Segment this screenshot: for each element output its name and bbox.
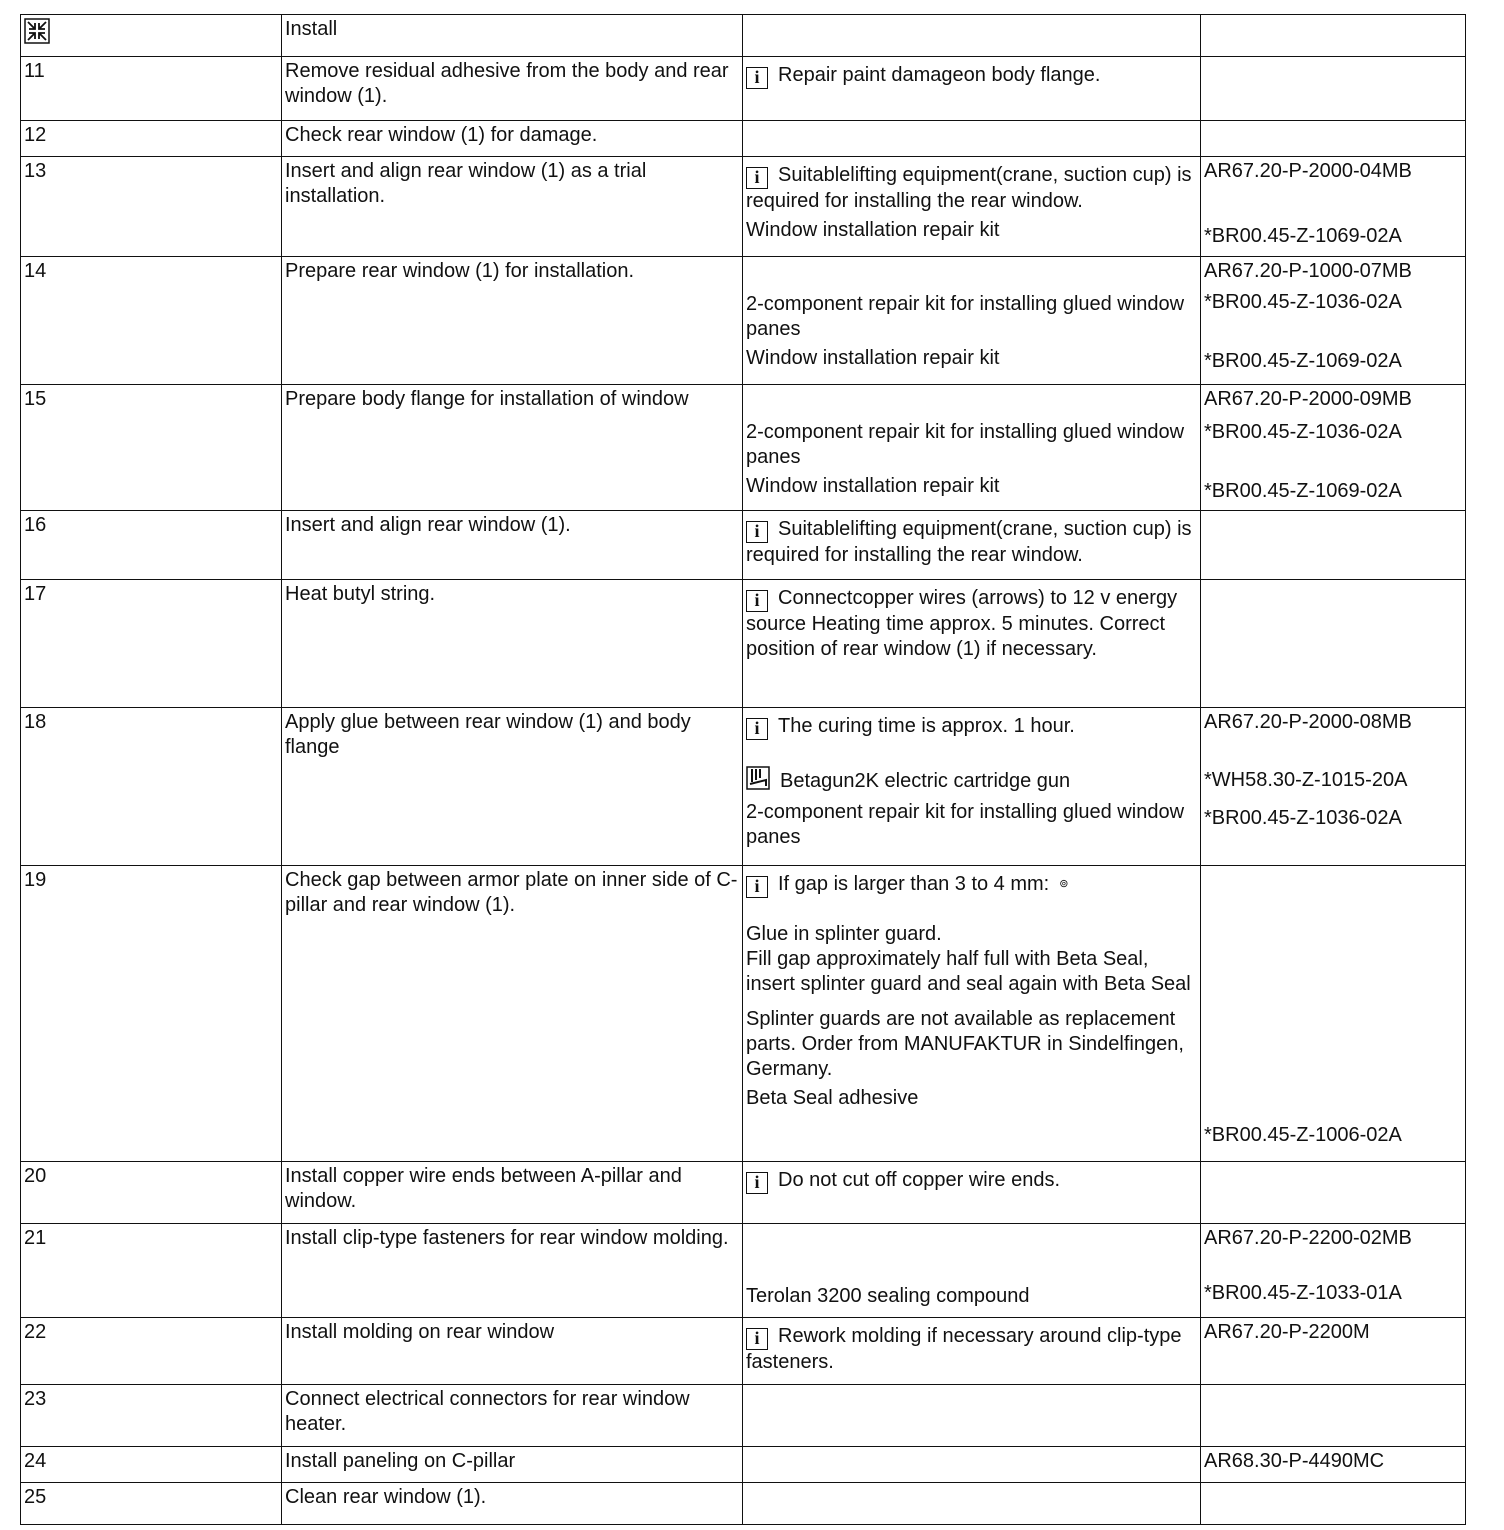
table-row bbox=[21, 1447, 1466, 1483]
step-number: 25 bbox=[21, 1483, 282, 1525]
table-row bbox=[21, 1224, 1466, 1318]
step-action: Prepare rear window (1) for installation. bbox=[282, 257, 743, 385]
info-icon: i bbox=[746, 67, 768, 89]
reference-code: *BR00.45-Z-1006-02A bbox=[1204, 1124, 1402, 1146]
reference-code: AR67.20-P-1000-07MB bbox=[1204, 260, 1412, 282]
step-number: 11 bbox=[21, 57, 282, 121]
reference-code: *BR00.45-Z-1036-02A bbox=[1204, 291, 1402, 313]
table-row bbox=[21, 1483, 1466, 1525]
step-action: Install clip-type fasteners for rear window molding. bbox=[282, 1224, 743, 1318]
step-number: 22 bbox=[21, 1318, 282, 1385]
step-number: 16 bbox=[21, 511, 282, 580]
info-icon: i bbox=[746, 521, 768, 543]
table-row bbox=[21, 580, 1466, 708]
step-note: Connectcopper wires (arrows) to 12 v energy source Heating time approx. 5 minutes. Correct position of rear window (1) if necessary. bbox=[746, 587, 1178, 660]
reference-code: *BR00.45-Z-1036-02A bbox=[1204, 807, 1402, 829]
reference-code: AR67.20-P-2000-04MB bbox=[1204, 160, 1412, 182]
table-row bbox=[21, 1318, 1466, 1385]
info-icon: i bbox=[746, 718, 768, 740]
info-icon: i bbox=[746, 1328, 768, 1350]
step-number: 17 bbox=[21, 580, 282, 708]
step-number: 20 bbox=[21, 1162, 282, 1224]
reference-code: AR67.20-P-2200-02MB bbox=[1204, 1227, 1412, 1249]
step-number: 23 bbox=[21, 1385, 282, 1447]
procedure-table bbox=[20, 14, 1466, 1525]
step-action: Clean rear window (1). bbox=[282, 1483, 743, 1525]
table-row bbox=[21, 15, 1466, 57]
table-row bbox=[21, 1385, 1466, 1447]
step-number: 19 bbox=[21, 866, 282, 1162]
reference-code: *BR00.45-Z-1036-02A bbox=[1204, 421, 1402, 443]
step-note: Fill gap approximately half full with Beta Seal, insert splinter guard and seal again with Beta Seal bbox=[746, 948, 1191, 995]
step-action: Heat butyl string. bbox=[282, 580, 743, 708]
step-number: 24 bbox=[21, 1447, 282, 1483]
step-note: Glue in splinter guard. bbox=[746, 923, 942, 945]
step-note: Window installation repair kit bbox=[746, 347, 1000, 369]
step-number: 14 bbox=[21, 257, 282, 385]
step-note: Window installation repair kit bbox=[746, 219, 1000, 241]
step-number: 15 bbox=[21, 385, 282, 511]
reference-code: AR67.20-P-2000-08MB bbox=[1204, 711, 1412, 733]
table-row bbox=[21, 866, 1466, 1162]
step-number: 18 bbox=[21, 708, 282, 866]
info-icon: i bbox=[746, 590, 768, 612]
install-icon bbox=[24, 18, 50, 44]
table-row bbox=[21, 708, 1466, 866]
step-action: Connect electrical connectors for rear window heater. bbox=[282, 1385, 743, 1447]
reference-code: *BR00.45-Z-1033-01A bbox=[1204, 1282, 1402, 1304]
info-icon: i bbox=[746, 1172, 768, 1194]
step-note: Rework molding if necessary around clip-type fasteners. bbox=[746, 1325, 1182, 1373]
step-action: Install paneling on C-pillar bbox=[282, 1447, 743, 1483]
step-note: Repair paint damageon body flange. bbox=[778, 64, 1101, 86]
step-note: Do not cut off copper wire ends. bbox=[778, 1169, 1061, 1191]
step-note: 2-component repair kit for installing glued window panes bbox=[746, 421, 1185, 468]
link-icon[interactable]: ⊚ bbox=[1059, 878, 1069, 891]
reference-code: *BR00.45-Z-1069-02A bbox=[1204, 350, 1402, 372]
section-title: Install bbox=[282, 15, 743, 57]
step-action: Insert and align rear window (1). bbox=[282, 511, 743, 580]
reference-code: *WH58.30-Z-1015-20A bbox=[1204, 769, 1408, 791]
step-action: Remove residual adhesive from the body and rear window (1). bbox=[282, 57, 743, 121]
table-row bbox=[21, 511, 1466, 580]
step-note: Terolan 3200 sealing compound bbox=[746, 1285, 1030, 1307]
table-row bbox=[21, 57, 1466, 121]
step-note: Window installation repair kit bbox=[746, 475, 1000, 497]
reference-code: AR67.20-P-2200M bbox=[1201, 1318, 1466, 1385]
table-row bbox=[21, 157, 1466, 257]
step-action: Install copper wire ends between A-pillar and window. bbox=[282, 1162, 743, 1224]
step-action: Install molding on rear window bbox=[282, 1318, 743, 1385]
info-icon: i bbox=[746, 876, 768, 898]
step-note: 2-component repair kit for installing glued window panes bbox=[746, 801, 1185, 848]
reference-code: AR68.30-P-4490MC bbox=[1201, 1447, 1466, 1483]
step-action: Check gap between armor plate on inner side of C-pillar and rear window (1). bbox=[282, 866, 743, 1162]
table-row bbox=[21, 121, 1466, 157]
step-note: Suitablelifting equipment(crane, suction cup) is required for installing the rear window. bbox=[746, 518, 1192, 566]
step-action: Check rear window (1) for damage. bbox=[282, 121, 743, 157]
step-number: 21 bbox=[21, 1224, 282, 1318]
tool-icon bbox=[746, 766, 770, 790]
reference-code: AR67.20-P-2000-09MB bbox=[1204, 388, 1412, 410]
step-action: Apply glue between rear window (1) and body flange bbox=[282, 708, 743, 866]
info-icon: i bbox=[746, 167, 768, 189]
reference-code: *BR00.45-Z-1069-02A bbox=[1204, 225, 1402, 247]
step-note: Betagun2K electric cartridge gun bbox=[780, 770, 1071, 792]
step-note: Splinter guards are not available as replacement parts. Order from MANUFAKTUR in Sindelfingen, Germany. bbox=[746, 1008, 1184, 1080]
step-action: Insert and align rear window (1) as a trial installation. bbox=[282, 157, 743, 257]
step-number: 12 bbox=[21, 121, 282, 157]
step-number: 13 bbox=[21, 157, 282, 257]
table-row bbox=[21, 385, 1466, 511]
reference-code: *BR00.45-Z-1069-02A bbox=[1204, 480, 1402, 502]
step-note: If gap is larger than 3 to 4 mm: bbox=[778, 873, 1050, 895]
step-note: Suitablelifting equipment(crane, suction cup) is required for installing the rear window. bbox=[746, 164, 1192, 212]
step-note: 2-component repair kit for installing glued window panes bbox=[746, 293, 1185, 340]
step-action: Prepare body flange for installation of window bbox=[282, 385, 743, 511]
step-note: Beta Seal adhesive bbox=[746, 1087, 919, 1109]
table-row bbox=[21, 257, 1466, 385]
step-note: The curing time is approx. 1 hour. bbox=[778, 715, 1075, 737]
table-row bbox=[21, 1162, 1466, 1224]
